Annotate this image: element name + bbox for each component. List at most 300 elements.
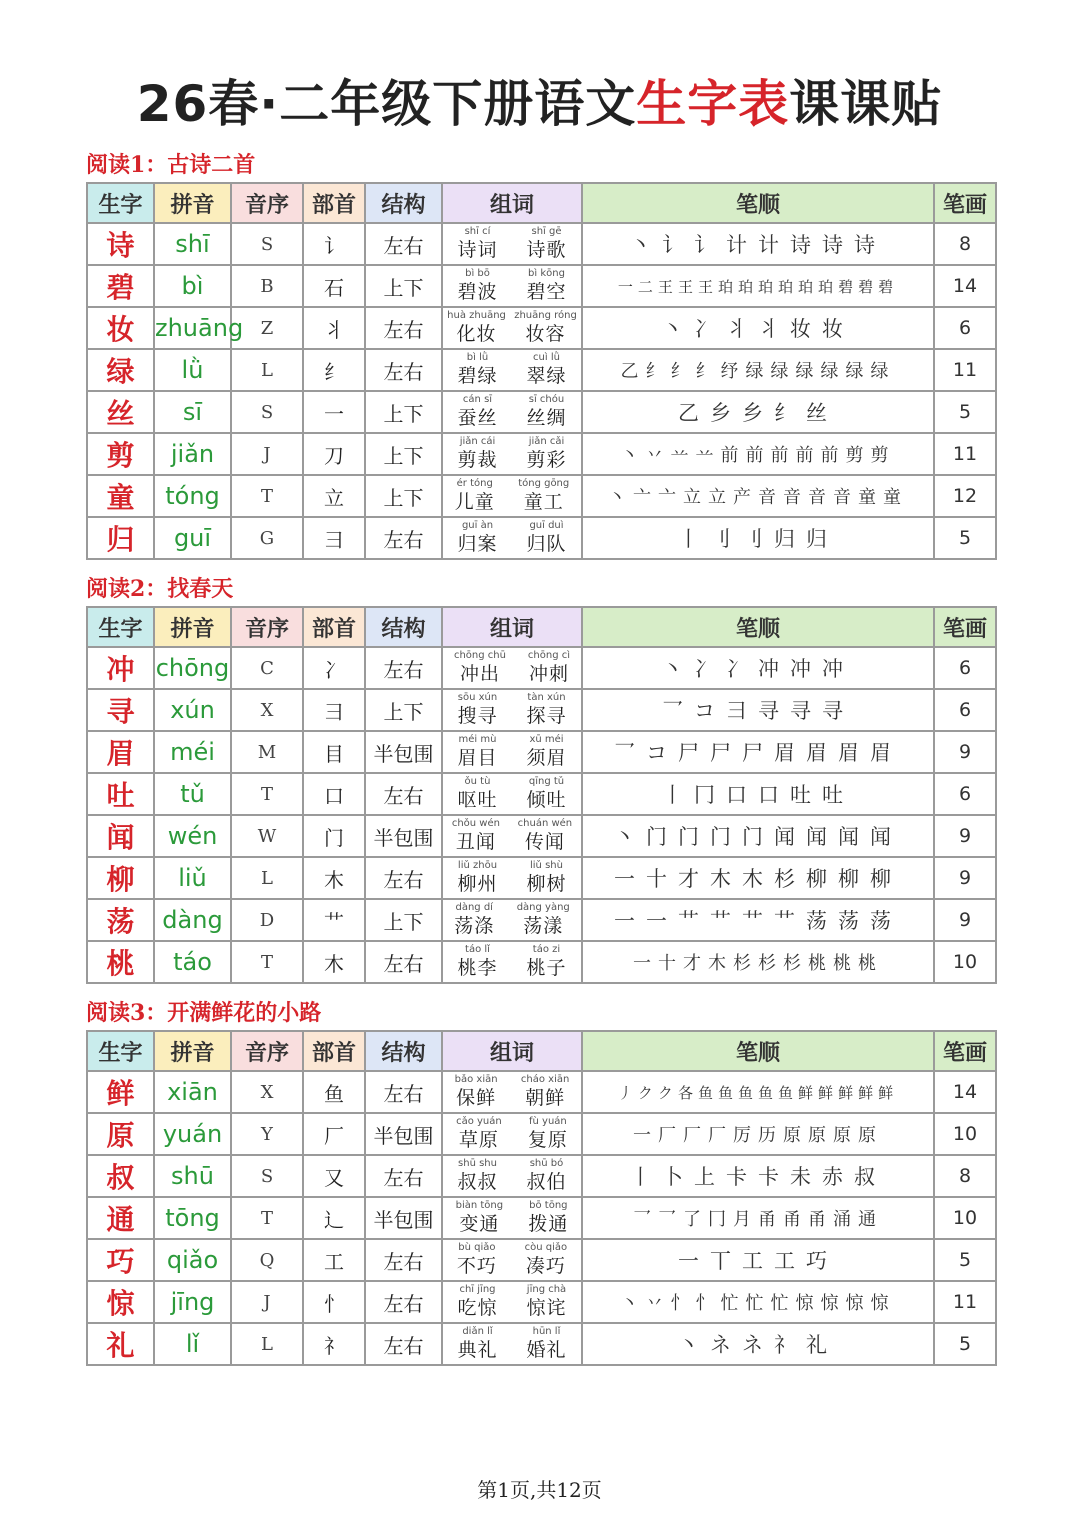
stroke-step: 鲜 [878,1083,894,1102]
words-cell [442,1197,582,1239]
word-pinyin: bì lǜ [466,352,489,363]
word-text: 探寻 [526,705,567,727]
stroke-step: 珀 [798,277,814,296]
title-highlight: 生字表 [636,75,790,133]
word-item [517,902,570,938]
pinyin-cell: méi [154,731,231,773]
word-pinyin: diǎn lǐ [462,1326,493,1337]
table-row [87,349,996,391]
word-item [521,1074,569,1110]
stroke-step: 了 [683,1209,701,1230]
order-letter-cell: T [231,1197,303,1239]
word-pinyin: chǒu wén [451,818,500,829]
table-row [87,517,996,559]
words-group [443,650,581,686]
word-item [526,734,566,770]
stroke-step: 厉 [733,1125,751,1146]
char-cell: 冲 [87,647,154,689]
stroke-count-cell: 14 [934,1071,996,1113]
word-item [528,1200,568,1236]
word-text: 化妆 [456,323,497,345]
stroke-step: ク [657,1083,673,1102]
stroke-count-cell: 6 [934,307,996,349]
stroke-order-cell [582,265,934,307]
word-text: 诗歌 [526,239,567,261]
char-table [86,182,997,560]
stroke-step: 卡 [726,1165,747,1189]
stroke-step: 刂 [742,527,763,551]
stroke-step: 绿 [870,361,889,382]
structure-cell: 左右 [365,1323,442,1365]
stroke-step: 绿 [795,361,814,382]
words-cell [442,349,582,391]
stroke-step: 丶 [620,445,639,466]
words-group [443,1074,581,1110]
stroke-step: 鱼 [717,1083,733,1102]
word-text: 翠绿 [526,365,567,387]
words-group [443,818,581,854]
word-pinyin: guī duì [529,520,564,531]
header-radical: 部首 [303,183,365,223]
table-row [87,1323,996,1365]
stroke-step: 丝 [806,401,827,425]
stroke-step: 杉 [783,953,801,974]
word-item [457,944,497,980]
order-letter-cell: L [231,1323,303,1365]
header-words: 组词 [442,1031,582,1071]
stroke-step: 鲜 [798,1083,814,1102]
stroke-count-cell: 10 [934,1113,996,1155]
stroke-step: 叔 [854,1165,875,1189]
stroke-step: 卜 [662,1165,683,1189]
word-text: 桃李 [457,957,498,979]
stroke-order-cell [582,1239,934,1281]
stroke-step: 吐 [790,783,811,807]
structure-cell: 左右 [365,857,442,899]
stroke-step: 珀 [737,277,753,296]
stroke-order-cell [582,1197,934,1239]
stroke-step: 木 [742,867,763,891]
stroke-step: 冫 [694,317,715,341]
stroke-step: 冫 [694,657,715,681]
stroke-step: 桃 [858,953,876,974]
word-pinyin: táo lǐ [465,944,490,955]
stroke-step: 乙 [678,401,699,425]
header-char: 生字 [87,183,154,223]
radical-cell: 讠 [303,223,365,265]
words-cell [442,941,582,983]
word-pinyin: shī gē [531,226,562,237]
radical-cell: 艹 [303,899,365,941]
stroke-order-cell [582,475,934,517]
page-footer: 第1页,共12页 [477,1478,602,1502]
stroke-step: 门 [742,825,763,849]
stroke-step: 惊 [795,1293,814,1314]
stroke-order-cell [582,349,934,391]
words-cell [442,773,582,815]
stroke-step: 音 [833,487,851,508]
stroke-step: 才 [683,953,701,974]
word-pinyin: huà zhuāng [447,310,506,321]
header-order: 音序 [231,183,303,223]
stroke-step: 丨 [630,1165,651,1189]
structure-cell: 上下 [365,689,442,731]
stroke-step: 一 [614,909,635,933]
stroke-step: 眉 [806,741,827,765]
order-letter-cell: J [231,433,303,475]
word-item [457,226,497,262]
stroke-step: 丶 [662,317,683,341]
word-text: 归队 [526,533,567,555]
stroke-step: 鱼 [737,1083,753,1102]
word-text: 荡涤 [454,915,495,937]
radical-cell: 一 [303,391,365,433]
word-pinyin: tóng gōng [518,478,570,489]
stroke-step: 冂 [708,1209,726,1230]
stroke-step: 艹 [774,909,795,933]
table-row [87,307,996,349]
word-text: 童工 [523,491,564,513]
stroke-step: 赤 [822,1165,843,1189]
table-row [87,899,996,941]
stroke-step: 丅 [710,1249,731,1273]
header-strokes: 笔顺 [582,607,934,647]
words-cell [442,1155,582,1197]
stroke-step: 前 [745,445,764,466]
word-item [457,776,497,812]
order-letter-cell: D [231,899,303,941]
stroke-step: 绿 [770,361,789,382]
pinyin-cell: wén [154,815,231,857]
order-letter-cell: S [231,223,303,265]
pinyin-cell: shū [154,1155,231,1197]
stroke-step: 纟 [670,361,689,382]
table-row [87,433,996,475]
stroke-step: 卡 [758,1165,779,1189]
radical-cell: 立 [303,475,365,517]
pinyin-cell: jiǎn [154,433,231,475]
stroke-step: 门 [646,825,667,849]
word-item [455,1074,498,1110]
word-item [457,1158,497,1194]
stroke-step: 鱼 [697,1083,713,1102]
word-text: 丑闻 [455,831,496,853]
radical-cell: 木 [303,857,365,899]
radical-cell: 木 [303,941,365,983]
radical-cell: 又 [303,1155,365,1197]
char-cell: 柳 [87,857,154,899]
stroke-step: 冂 [694,783,715,807]
word-item [526,520,566,556]
words-cell [442,223,582,265]
stroke-step: 口 [758,783,779,807]
word-text: 叔伯 [526,1171,567,1193]
header-radical: 部首 [303,607,365,647]
char-cell: 礼 [87,1323,154,1365]
radical-cell: 彐 [303,517,365,559]
word-text: 保鲜 [456,1087,497,1109]
word-item [452,818,500,854]
word-item [456,1200,504,1236]
stroke-step: ネ [742,1333,763,1357]
stroke-step: 音 [783,487,801,508]
char-cell: 丝 [87,391,154,433]
structure-cell: 半包围 [365,731,442,773]
stroke-order-cell [582,815,934,857]
stroke-step: 前 [795,445,814,466]
structure-cell: 上下 [365,433,442,475]
word-item [457,520,497,556]
stroke-step: 涌 [833,1209,851,1230]
stroke-step: 口 [726,783,747,807]
stroke-step: 甬 [783,1209,801,1230]
structure-cell: 上下 [365,899,442,941]
structure-cell: 上下 [365,391,442,433]
stroke-count-cell: 6 [934,647,996,689]
word-item [526,1158,566,1194]
radical-cell: 石 [303,265,365,307]
structure-cell: 半包围 [365,1197,442,1239]
word-pinyin: cuì lǜ [533,352,560,363]
word-text: 碧空 [526,281,567,303]
stroke-step: 巧 [806,1249,827,1273]
structure-cell: 左右 [365,647,442,689]
stroke-count-cell: 5 [934,517,996,559]
radical-cell: 工 [303,1239,365,1281]
word-pinyin: sōu xún [457,692,498,703]
word-item [457,436,497,472]
stroke-step: 原 [783,1125,801,1146]
stroke-step: 绿 [820,361,839,382]
words-cell [442,647,582,689]
stroke-order-cell [582,517,934,559]
word-pinyin: fù yuán [529,1116,567,1127]
words-group [443,1242,581,1278]
structure-cell: 左右 [365,307,442,349]
stroke-step: 忙 [745,1293,764,1314]
stroke-step: 月 [733,1209,751,1230]
stroke-step: 鲜 [858,1083,874,1102]
stroke-step: 丶 [630,233,651,257]
header-structure: 结构 [365,183,442,223]
word-text: 婚礼 [526,1339,567,1361]
stroke-step: 碧 [878,277,894,296]
word-item [526,692,566,728]
header-order: 音序 [231,607,303,647]
stroke-step: 丬 [758,317,779,341]
structure-cell: 半包围 [365,815,442,857]
radical-cell: 刀 [303,433,365,475]
word-pinyin: cǎo yuán [456,1116,502,1127]
structure-cell: 左右 [365,349,442,391]
header-row [87,607,996,647]
stroke-step: 门 [710,825,731,849]
stroke-step: 产 [733,487,751,508]
stroke-step: 丷 [645,445,664,466]
word-item [526,1326,566,1362]
stroke-step: ネ [710,1333,731,1357]
stroke-step: 上 [694,1165,715,1189]
stroke-step: 乛 [658,1209,676,1230]
stroke-step: 丶 [662,657,683,681]
structure-cell: 左右 [365,1071,442,1113]
char-cell: 眉 [87,731,154,773]
stroke-step: 乡 [710,401,731,425]
stroke-step: 丶 [678,1333,699,1357]
stroke-step: 亠 [658,487,676,508]
word-text: 剪彩 [526,449,567,471]
pinyin-cell: tǔ [154,773,231,815]
stroke-step: 丨 [678,527,699,551]
stroke-step: 碧 [838,277,854,296]
word-text: 桃子 [526,957,567,979]
pinyin-cell: bì [154,265,231,307]
word-item [518,478,569,514]
stroke-step: 通 [858,1209,876,1230]
stroke-step: 乛 [633,1209,651,1230]
stroke-step: 冲 [822,657,843,681]
char-cell: 绿 [87,349,154,391]
word-text: 朝鲜 [525,1087,566,1109]
char-cell: 吐 [87,773,154,815]
stroke-step: 归 [774,527,795,551]
stroke-step: 绿 [845,361,864,382]
header-structure: 结构 [365,1031,442,1071]
words-group [443,478,581,514]
stroke-count-cell: 11 [934,1281,996,1323]
stroke-step: 王 [657,277,673,296]
stroke-step: 眉 [838,741,859,765]
char-cell: 巧 [87,1239,154,1281]
stroke-step: 乡 [742,401,763,425]
stroke-order-cell [582,1155,934,1197]
word-item [526,860,566,896]
stroke-step: コ [694,699,715,723]
words-cell [442,1113,582,1155]
word-item [457,1326,497,1362]
pinyin-cell: lǐ [154,1323,231,1365]
word-item [526,226,566,262]
radical-cell: 门 [303,815,365,857]
word-text: 变通 [459,1213,500,1235]
stroke-count-cell: 9 [934,899,996,941]
word-item [457,1242,497,1278]
stroke-step: 归 [806,527,827,551]
word-pinyin: hūn lǐ [532,1326,561,1337]
stroke-step: 眉 [774,741,795,765]
words-group [443,520,581,556]
char-cell: 妆 [87,307,154,349]
stroke-step: 十 [646,867,667,891]
stroke-step: 忄 [695,1293,714,1314]
stroke-step: 珀 [717,277,733,296]
char-cell: 童 [87,475,154,517]
order-letter-cell: T [231,941,303,983]
table-row [87,1281,996,1323]
stroke-step: 荡 [870,909,891,933]
words-group [443,902,581,938]
char-cell: 碧 [87,265,154,307]
table-row [87,391,996,433]
char-cell: 惊 [87,1281,154,1323]
word-text: 凑巧 [525,1255,566,1277]
radical-cell: 口 [303,773,365,815]
word-item [457,394,497,430]
word-item [518,818,573,854]
words-group [443,1200,581,1236]
stroke-step: 忄 [670,1293,689,1314]
header-strokes: 笔顺 [582,1031,934,1071]
order-letter-cell: C [231,647,303,689]
header-structure: 结构 [365,607,442,647]
pinyin-cell: qiǎo [154,1239,231,1281]
stroke-order-cell [582,899,934,941]
stroke-step: 妆 [790,317,811,341]
stroke-step: 吐 [822,783,843,807]
table-row [87,773,996,815]
stroke-step: 工 [742,1249,763,1273]
word-pinyin: táo zi [532,944,561,955]
word-pinyin: cán sī [462,394,493,405]
stroke-step: 丬 [726,317,747,341]
pinyin-cell: zhuāng [154,307,231,349]
structure-cell: 半包围 [365,1113,442,1155]
stroke-step: 䒑 [670,445,689,466]
header-count: 笔画 [934,607,996,647]
table-row [87,857,996,899]
header-row [87,1031,996,1071]
words-cell [442,391,582,433]
stroke-step: 前 [770,445,789,466]
word-item [525,1242,568,1278]
char-cell: 通 [87,1197,154,1239]
header-row [87,183,996,223]
word-text: 妆容 [525,323,566,345]
word-text: 拨通 [528,1213,569,1235]
word-text: 传闻 [524,831,565,853]
word-item [526,394,566,430]
stroke-step: 前 [820,445,839,466]
stroke-step: 剪 [845,445,864,466]
char-cell: 寻 [87,689,154,731]
stroke-step: 杉 [758,953,776,974]
stroke-step: 妆 [822,317,843,341]
order-letter-cell: Q [231,1239,303,1281]
words-group [443,734,581,770]
char-cell: 荡 [87,899,154,941]
stroke-step: 礼 [806,1333,827,1357]
stroke-step: 音 [808,487,826,508]
words-group [443,1116,581,1152]
stroke-step: 丶 [614,825,635,849]
stroke-step: 才 [678,867,699,891]
stroke-step: 纟 [695,361,714,382]
word-pinyin: chōng cì [527,650,571,661]
word-pinyin: bǎo xiān [454,1074,498,1085]
stroke-step: 杉 [774,867,795,891]
word-pinyin: chuán wén [517,818,573,829]
stroke-step: 绿 [745,361,764,382]
word-pinyin: tàn xún [527,692,566,703]
word-item [528,1116,568,1152]
stroke-step: 一 [678,1249,699,1273]
word-text: 柳树 [526,873,567,895]
words-cell [442,1239,582,1281]
header-char: 生字 [87,607,154,647]
stroke-order-cell [582,773,934,815]
stroke-step: 荡 [806,909,827,933]
stroke-step: 一 [633,1125,651,1146]
